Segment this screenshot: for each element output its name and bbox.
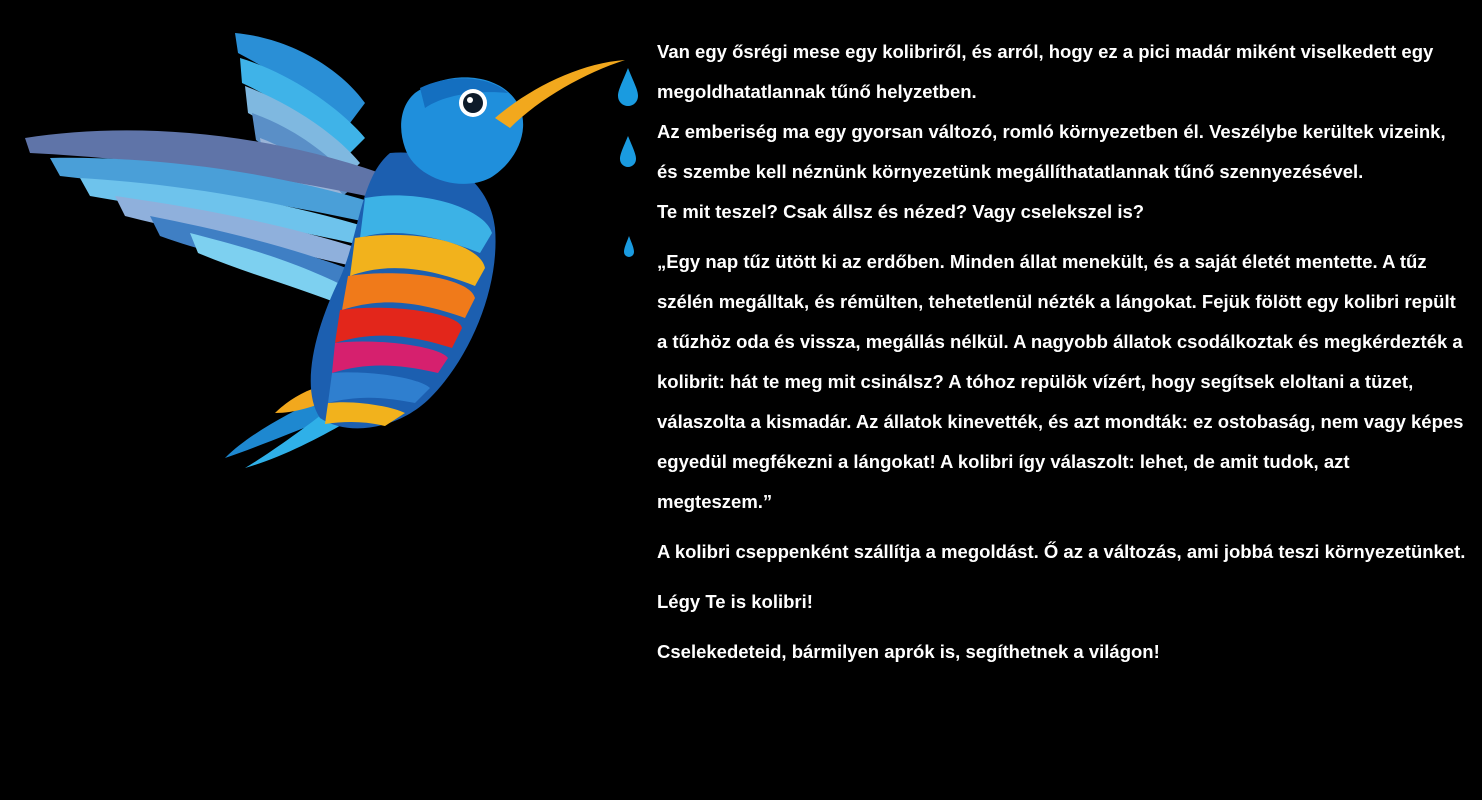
eye	[463, 93, 483, 113]
water-drops	[618, 68, 638, 257]
conclusion-paragraph: A kolibri cseppenként szállítja a megoldást. Ő az a változás, ami jobbá teszi környezetünket.	[657, 541, 1466, 562]
beak	[495, 60, 625, 128]
head	[401, 60, 625, 184]
left-wing	[25, 130, 380, 308]
story-quote: „Egy nap tűz ütött ki az erdőben. Minden állat menekült, és a saját életét mentette. A tűz szélén megálltak, és rémülten, tehetetlenül nézték a lángokat. Fejük fölött egy kolibri repült a tűzhöz oda és vissza, megállás nélkül. A nagyobb állatok csodálkoztak és megkérdezték a kolibrit: hát te meg mit csinálsz? A tóhoz repülök vízért, hogy segítsek eloltani a tüzet, válaszolta a kismadár. Az állatok kinevették, és azt mondták: ez ostobaság, nem vagy képes egyedül megfékezni a lángokat! A kolibri így válaszolt: lehet, de amit tudok, azt megteszem.”	[657, 251, 1464, 512]
water-drop-icon	[618, 68, 638, 106]
hummingbird-illustration	[20, 28, 640, 478]
intro-question: Te mit teszel? Csak állsz és nézed? Vagy cselekszel is?	[657, 201, 1145, 222]
story-text	[657, 32, 1467, 672]
closing-paragraph: Cselekedeteid, bármilyen aprók is, segíthetnek a világon!	[657, 641, 1160, 662]
water-drop-icon	[624, 236, 634, 257]
intro-paragraph-1: Van egy ősrégi mese egy kolibriről, és arról, hogy ez a pici madár miként viselkedett egy megoldhatatlannak tűnő helyzetben.	[657, 41, 1434, 102]
water-drop-icon	[620, 136, 636, 167]
slogan: Légy Te is kolibri!	[657, 591, 813, 612]
intro-paragraph-2: Az emberiség ma egy gyorsan változó, romló környezetben él. Veszélybe kerültek vizeink, és szembe kell néznünk környezetünk megállíthatatlannak tűnő szennyezésével.	[657, 121, 1446, 182]
